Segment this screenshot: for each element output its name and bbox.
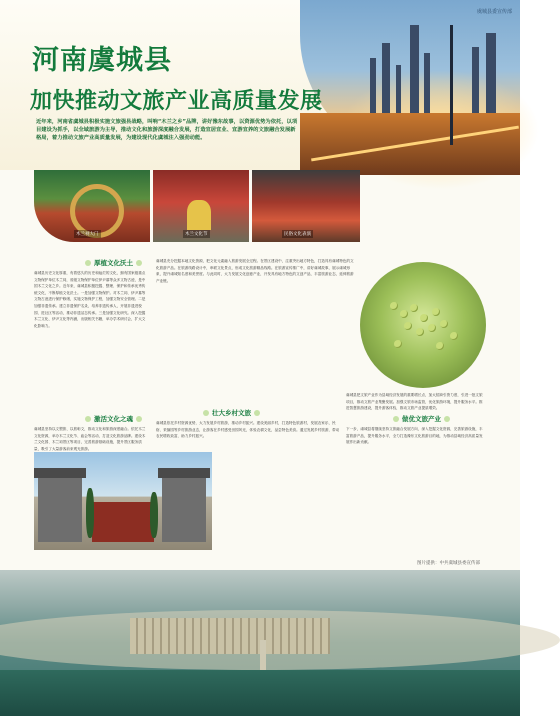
lead-paragraph: 近年来，河南省虞城县积极实施文旅强县战略，叫响“木兰之乡”品牌，讲好豫东故事，以资源优势为依托，以项目建设为抓手，以全域旅游为主导，推动文化和旅游深度融合发展，打造宜居宜业、宜游宜养的文旅融合发展新格局，着力推动文旅产业高质量发展，为建设现代化虞城注入强劲动能。 [36, 119, 298, 141]
ancient-gate-photo [34, 452, 212, 550]
section-heading: 厚植文化沃土 [82, 258, 145, 267]
section-heading: 激活文化之魂 [82, 414, 145, 423]
body-text-col2b: 虞城县依托乡村资源优势，大力发展乡村旅游，推动乡村振兴。建设美丽乡村，打造特色旅游村，发展农家乐、民宿、采摘园等乡村旅游业态，让游客在乡村感受田园风光，体验农耕文化，品尝特色美食。通过发展乡村旅游，带动农民增收致富，助力乡村振兴。 [156, 421, 340, 439]
city-skyline-photo [300, 0, 520, 175]
photo-festival-stage [153, 170, 249, 242]
photo-folk-performance [252, 170, 360, 242]
publisher-tag: 虞城县委宣传部 [476, 9, 512, 15]
grape-photo [360, 262, 486, 388]
headline-line2: 加快推动文旅产业高质量发展 [30, 89, 323, 114]
body-text-col3: 虞城县把文旅产业作为县域经济发展的重要增长点，加大招商引资力度，引进一批文旅项目，推动文旅产业集聚发展。加强文旅市场监管，优化旅游环境，提升服务水平。推进智慧旅游建设，提升游客体验，推动文旅产业提质增效。 [346, 393, 483, 411]
photo-mulan-gate [34, 170, 150, 242]
photo-caption: 木兰祠大门 [76, 232, 99, 237]
section-heading: 做优文旅产业 [390, 414, 453, 423]
body-text-col1b: 虞城县坚持以文塑旅、以旅彰文，推动文化和旅游深度融合。依托木兰文化资源，举办木兰文化节、庙会等活动，打造文化旅游品牌。建设木兰文化园、木兰祠景区等项目，完善旅游基础设施，提升景区服务质量，吸引了大量游客前来观光旅游。 [34, 427, 146, 451]
photo-caption: 民俗文化表演 [284, 232, 311, 237]
aerial-city-photo [0, 570, 520, 716]
photo-caption: 木兰文化节 [185, 232, 208, 237]
body-text-col2: 虞城县充分挖掘本地文化资源，把文化元素融入旅游发展全过程。在景区建设中，注重突出地方特色，打造具有虞城特色的文化旅游产品。在旅游线路设计中，串联文化景点，形成文化旅游精品线路。在旅游宣传推广中，讲好虞城故事，展示虞城形象，提升虞城知名度和美誉度。与此同时，大力发展文化创意产业，开发具有地方特色的文创产品，丰富旅游业态，延伸旅游产业链。 [156, 259, 354, 283]
body-text-col1: 虞城县历史文化厚重，有着悠久的历史和灿烂的文化，拥有国家级重点文物保护单位木兰祠，省级文物保护单位伊尹墓等众多文物古迹，是中国木兰文化之乡。近年来，虞城县积极挖掘、整理、保护和传承优秀传统文化，不断厚植文化沃土。一是加强文物保护。对木兰祠、伊尹墓等文物古迹进行保护修缮，实施文物保护工程，加强文物安全管理。二是加强非遗传承。建立非遗保护名录，培养非遗传承人，开展非遗进校园、进社区等活动，推动非遗活态传承。三是加强文化研究。深入挖掘木兰文化、伊尹文化等内涵，出版相关书籍，举办学术研讨会，扩大文化影响力。 [34, 271, 146, 328]
section-heading: 壮大乡村文旅 [200, 408, 263, 417]
headline-line1: 河南虞城县 [32, 45, 172, 76]
body-text-col3b: 下一步，虞城县将继续坚持文旅融合发展方向，深入挖掘文化资源，完善旅游设施，丰富旅游产品，提升服务水平，全力打造豫东文化旅游目的地，为推动县域经济高质量发展作出新贡献。 [346, 427, 483, 445]
photo-credit: 图片提供：中共虞城县委宣传部 [417, 561, 480, 566]
